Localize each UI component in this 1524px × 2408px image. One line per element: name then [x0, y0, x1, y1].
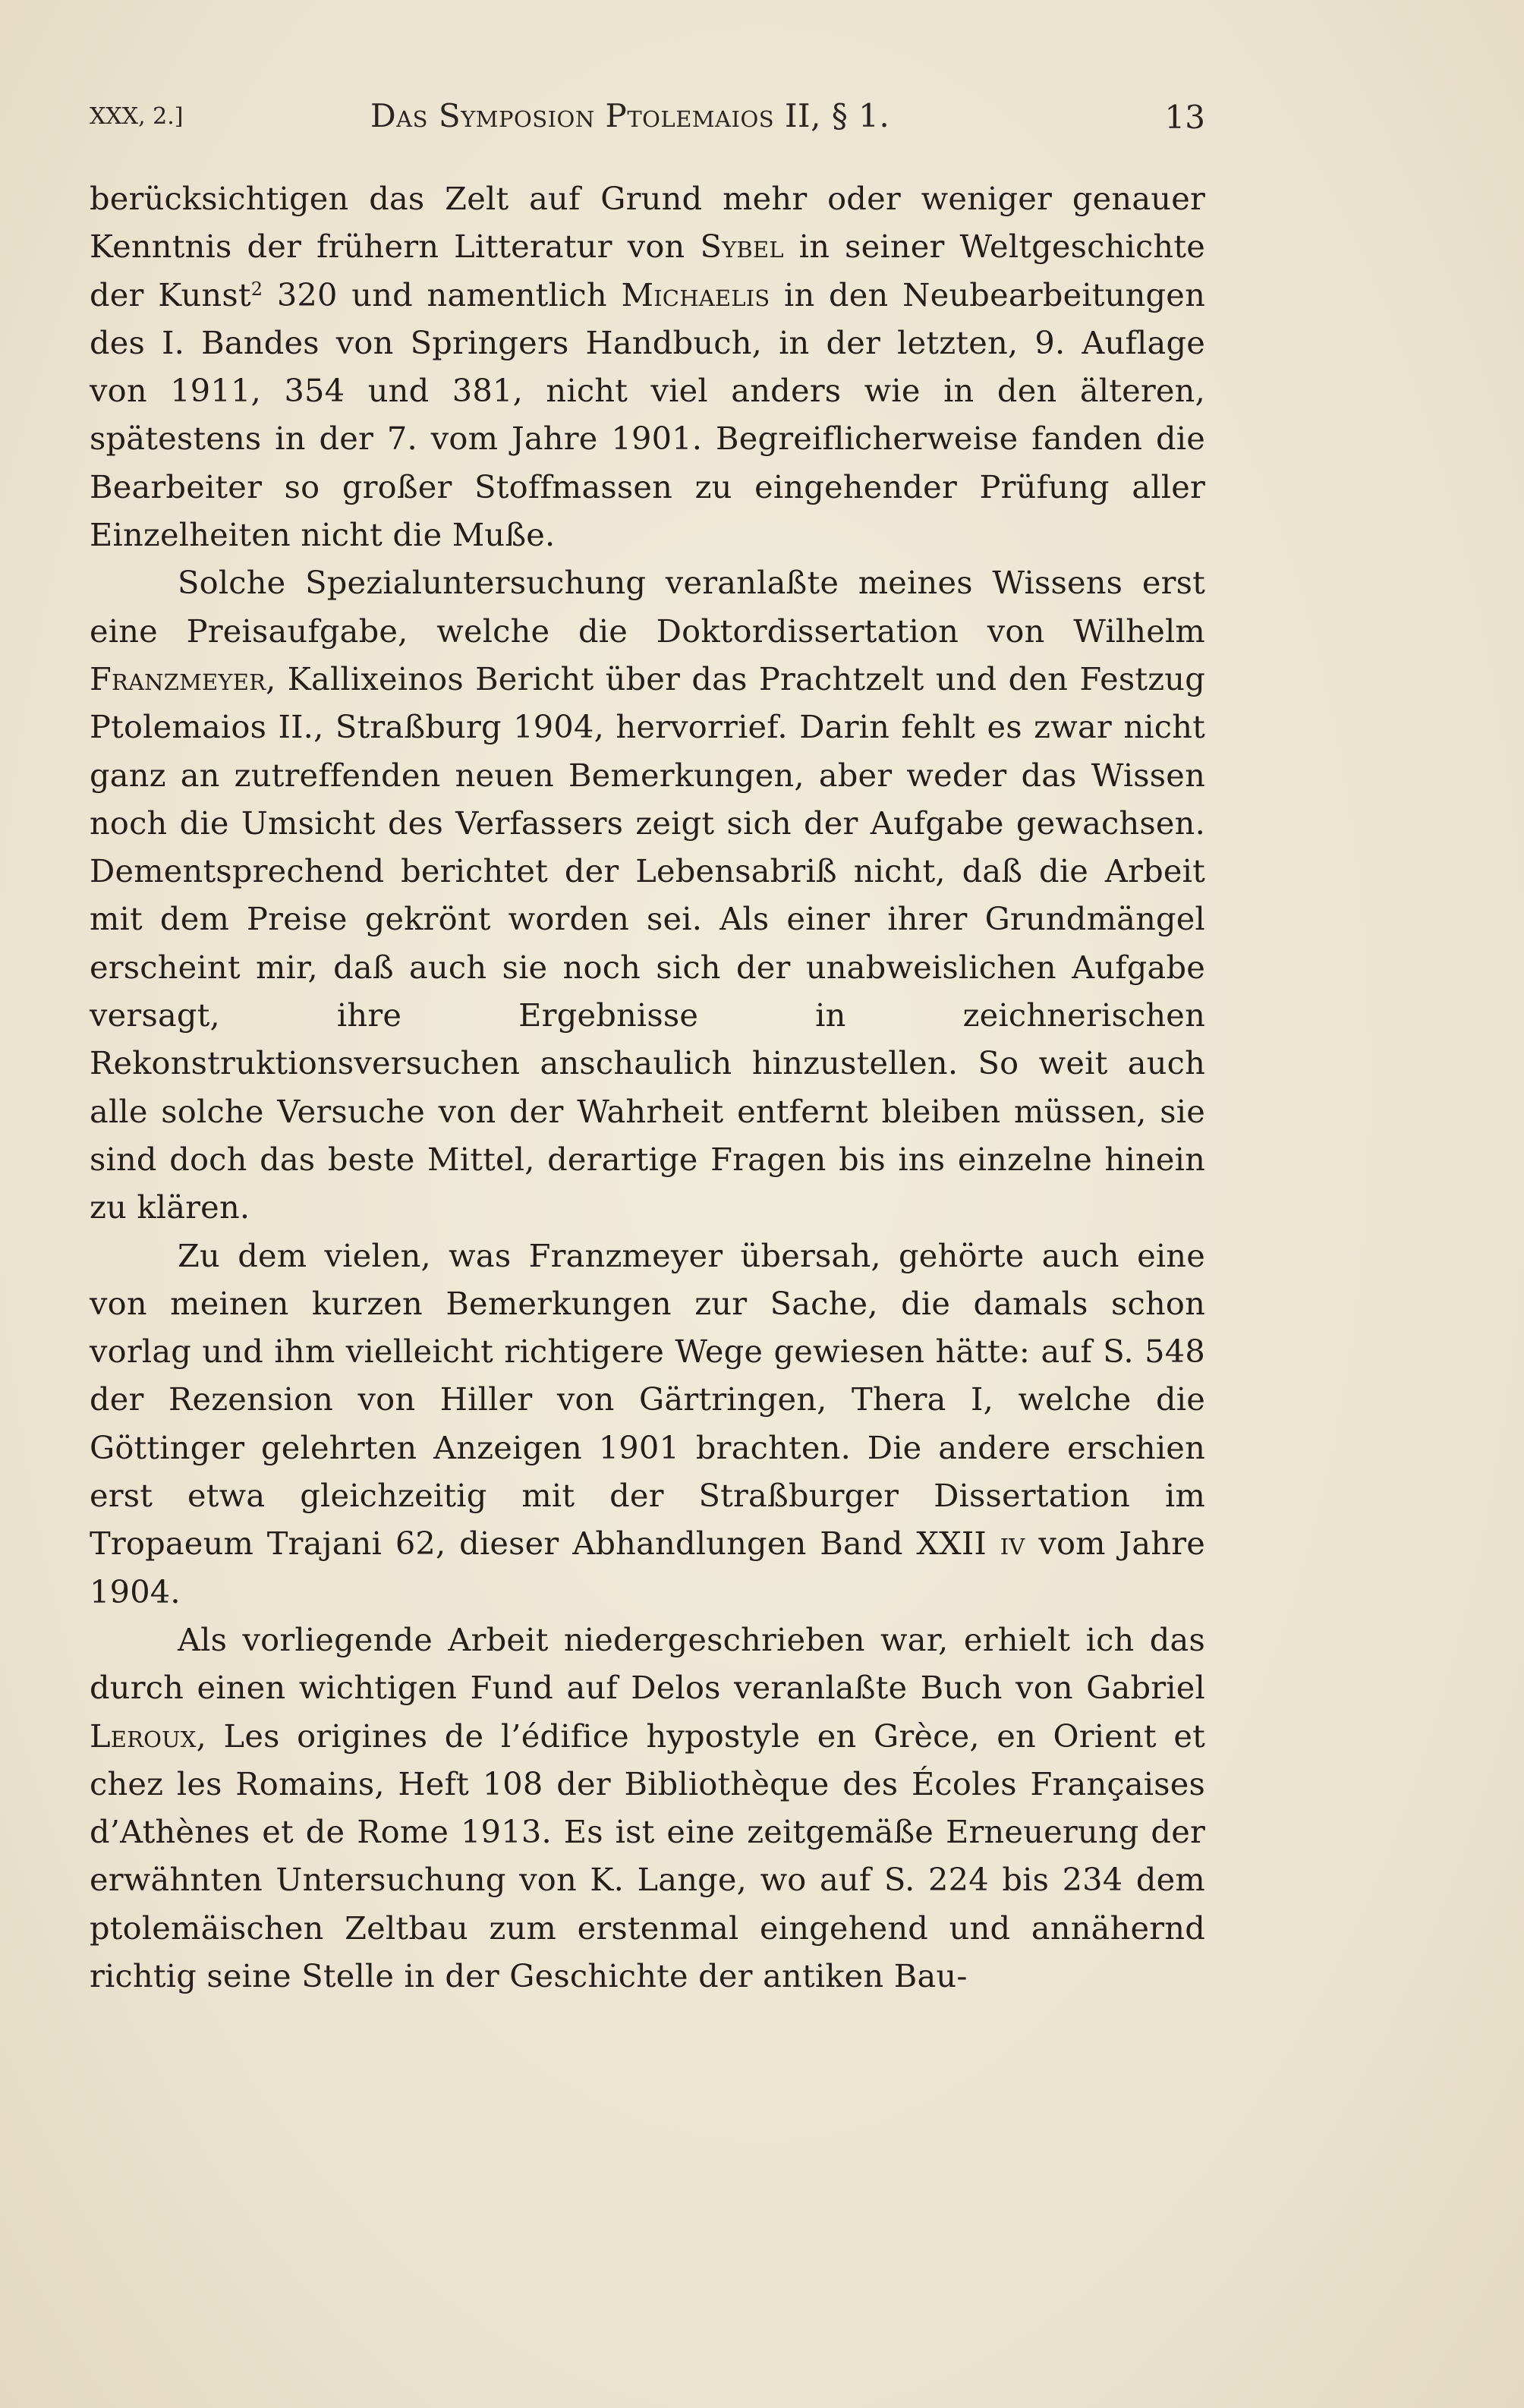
author-name: Sybel	[700, 228, 784, 266]
text-run: vom Jahre 1904.	[90, 1525, 1205, 1610]
text-run: 320 und namentlich	[263, 275, 622, 313]
text-run: , Kallixeinos Bericht über das Prachtzelt und den Festzug Ptolemaios II., Straßburg 1904, hervorrief. Darin fehlt es zwar nicht ganz an zutreffenden neuen Bemerkungen, aber weder das Wissen noch die Umsicht des Verfassers zeigt sich der Aufgabe gewachsen. Dementsprechend berichtet der Lebensabriß nicht, daß die Arbeit mit dem Preise gekrönt worden sei. Als einer ihrer Grundmängel erscheint mir, daß auch sie noch sich der unabweislichen Aufgabe versagt, ihre Ergebnisse in zeichnerischen Rekonstruktionsversuchen anschaulich hinzustellen. So weit auch alle solche Versuche von der Wahrheit entfernt bleiben müssen, sie sind doch das beste Mittel, derartige Fragen bis ins einzelne hinein zu klären.	[90, 659, 1205, 1226]
section-reference: XXX, 2.]	[90, 103, 184, 130]
paragraph	[90, 559, 1205, 1231]
page-number: 13	[1164, 99, 1205, 136]
paragraph	[90, 175, 1205, 559]
footnote-superscript: 2	[250, 278, 263, 300]
text-run: Zu dem vielen, was Franzmeyer übersah, gehörte auch eine von meinen kurzen Bemerkungen zur Sache, die damals schon vorlag und ihm vielleicht richtigere Wege gewiesen hätte: auf S. 548 der Rezension von Hiller von Gärtringen, Thera I, welche die Göttinger gelehrten Anzeigen 1901 brachten. Die andere erschien erst etwa gleichzeitig mit der Straßburger Dissertation im Tropaeum Trajani 62, dieser Abhandlungen Band XXII	[90, 1236, 1205, 1563]
paragraph	[90, 1232, 1205, 1616]
body-text	[90, 175, 1205, 2000]
text-run: in seiner Weltgeschichte der Kunst	[90, 228, 1206, 313]
text-run: in den Neubearbeitungen des I. Bandes von Springers Handbuch, in der letzten, 9. Auflage von 1911, 354 und 381, nicht viel anders wie in den älteren, spätestens in der 7. vom Jahre 1901. Begreiflicherweise fanden die Bearbeiter so großer Stoffmassen zu eingehender Prüfung aller Einzelheiten nicht die Muße.	[90, 275, 1205, 554]
running-header	[90, 96, 1205, 141]
running-title: Das Symposion Ptolemaios II, § 1.	[370, 97, 890, 134]
text-run: , Les origines de l’édifice hypostyle en Grèce, en Orient et chez les Romains, Heft 108 der Bibliothèque des Écoles Françaises d’Athènes et de Rome 1913. Es ist eine zeitgemäße Erneuerung der erwähnten Untersuchung von K. Lange, wo auf S. 224 bis 234 dem ptolemäischen Zeltbau zum erstenmal eingehend und annähernd richtig seine Stelle in der Geschichte der antiken Bau-	[90, 1717, 1205, 1994]
author-name: Leroux	[90, 1717, 197, 1755]
text-run: Als vorliegende Arbeit niedergeschrieben war, erhielt ich das durch einen wichtigen Fund auf Delos veranlaßte Buch von Gabriel	[90, 1620, 1205, 1707]
author-name: iv	[1000, 1525, 1025, 1563]
paragraph	[90, 1616, 1205, 2000]
text-run: Solche Spezialuntersuchung veranlaßte meines Wissens erst eine Preisaufgabe, welche die Doktordissertation von Wilhelm	[90, 564, 1205, 650]
author-name: Franzmeyer	[90, 659, 266, 697]
author-name: Michaelis	[621, 275, 770, 313]
text-run: berücksichtigen das Zelt auf Grund mehr oder weniger genauer Kenntnis der frühern Litteratur von	[90, 180, 1205, 266]
